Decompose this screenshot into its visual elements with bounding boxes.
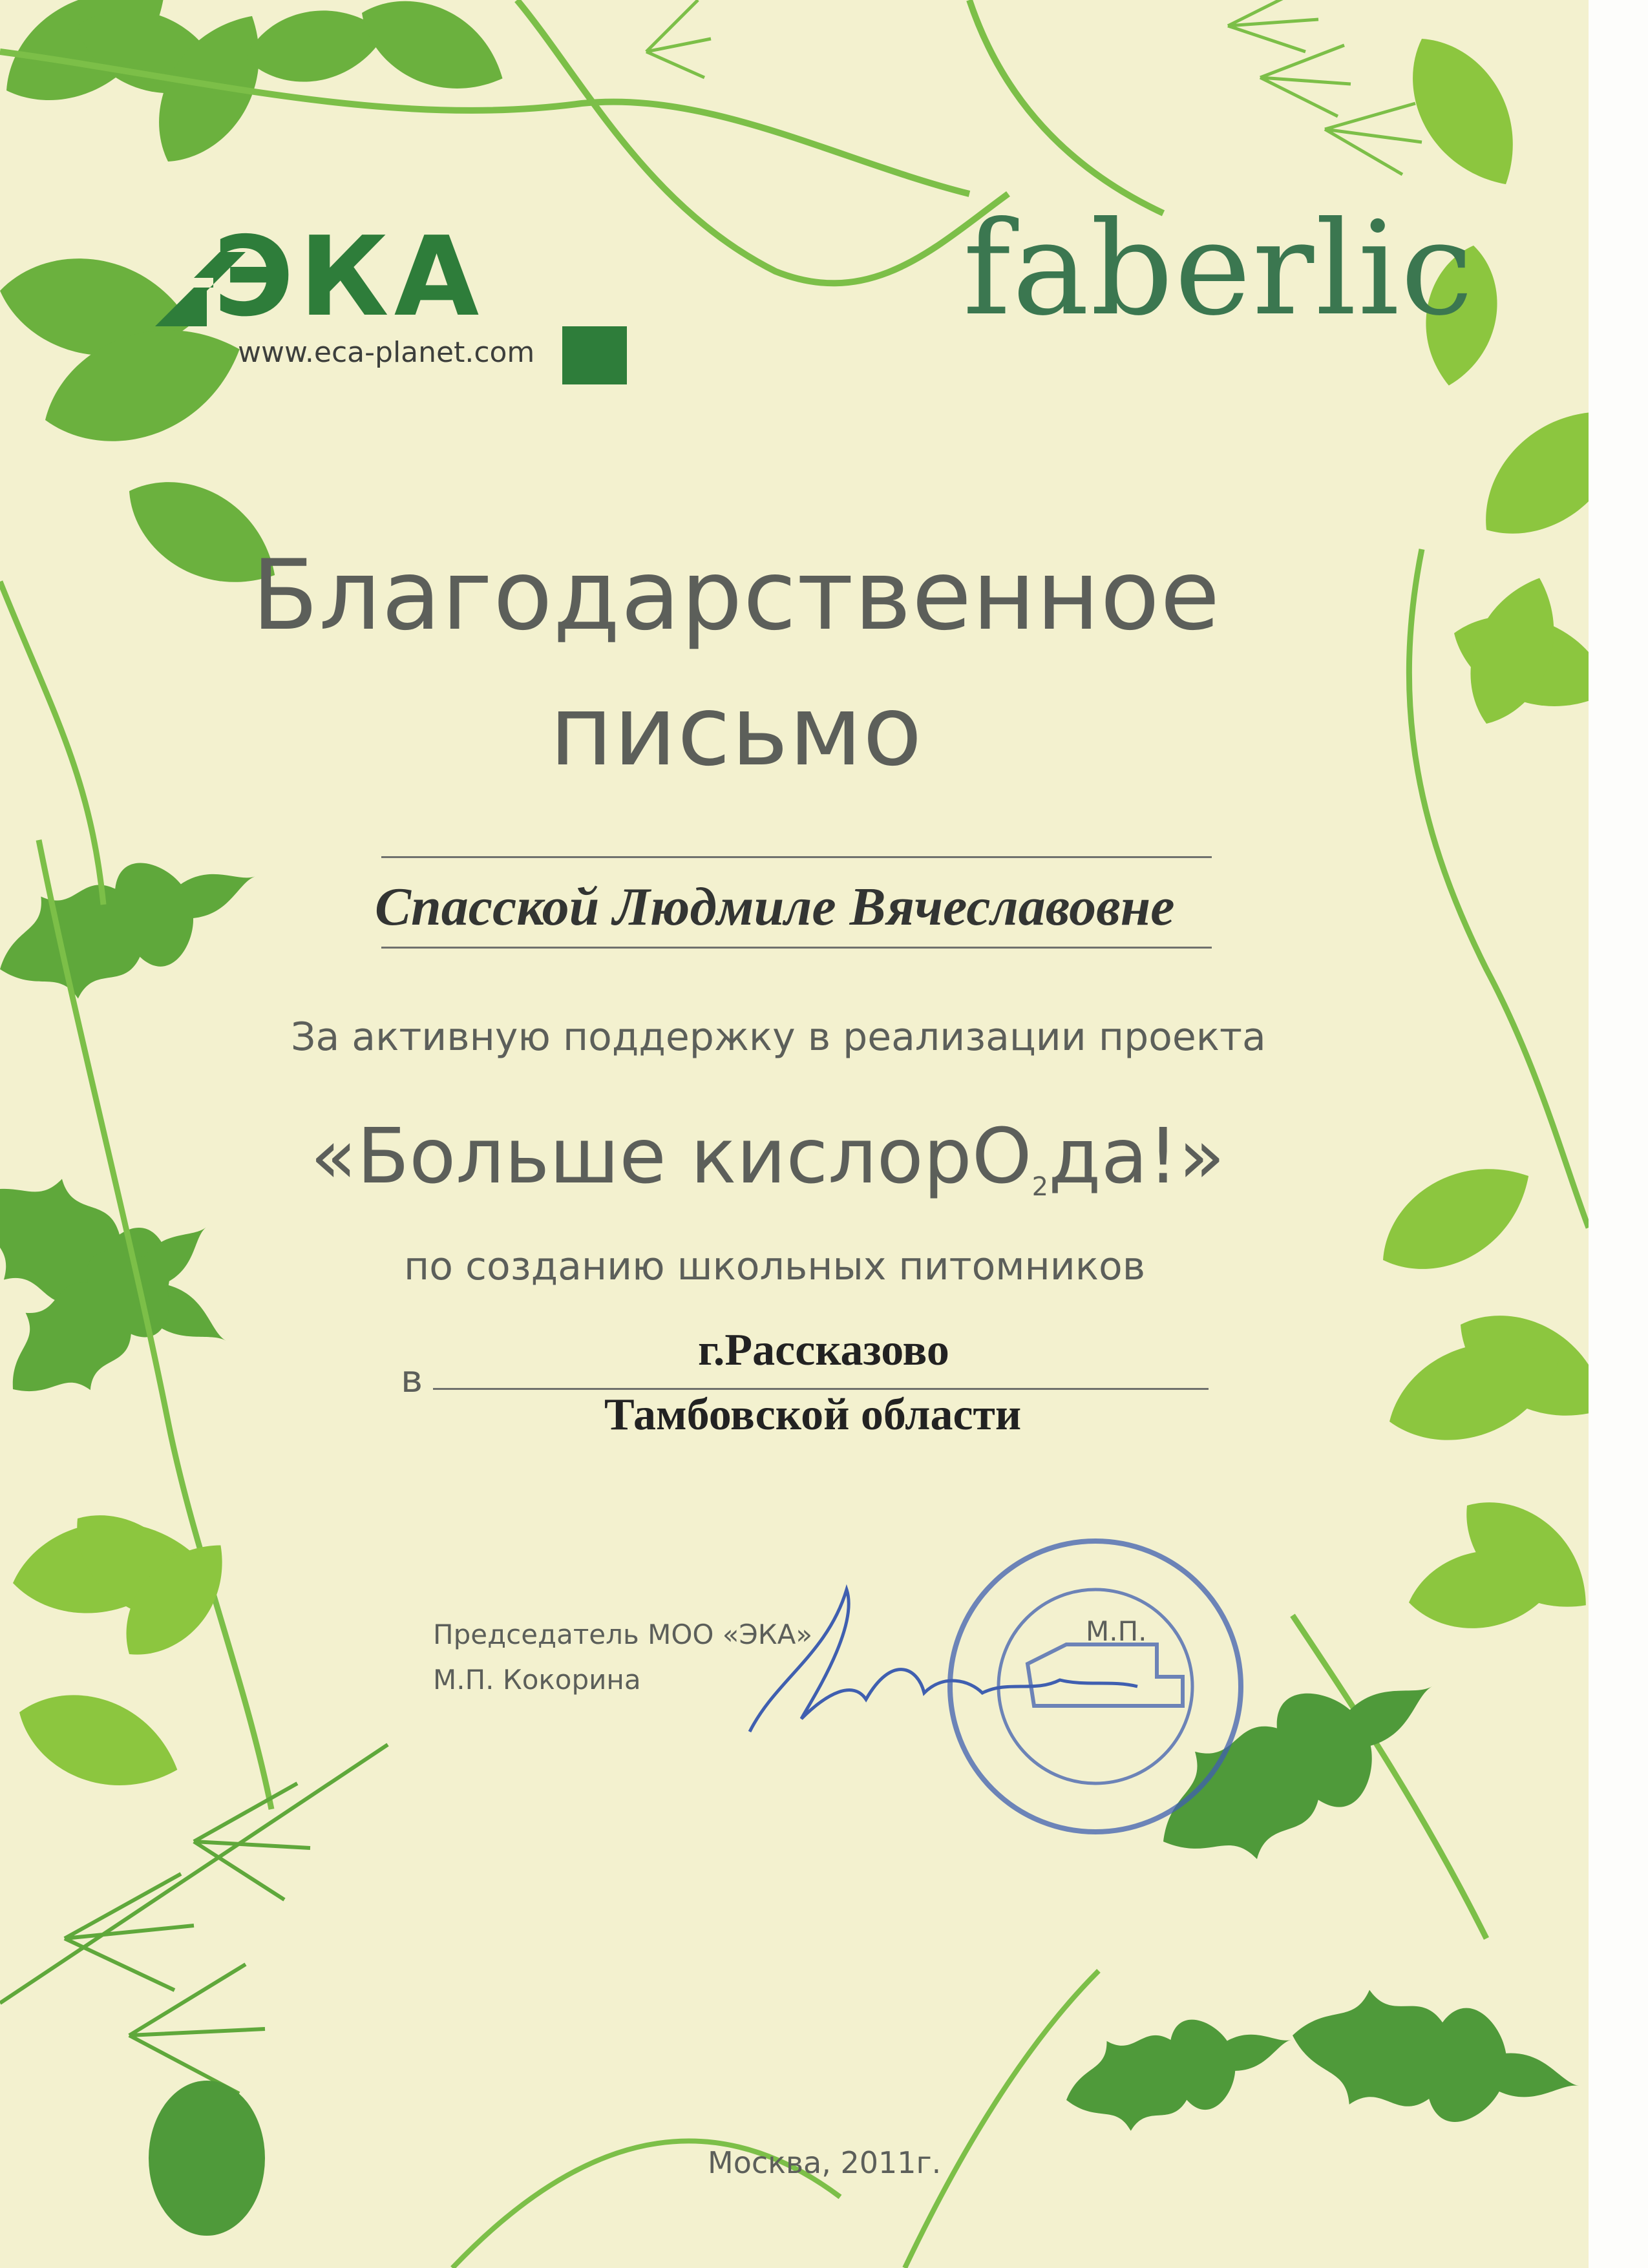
signatory-name: М.П. Кокорина (433, 1664, 641, 1696)
eka-website-link[interactable]: www.eca-planet.com (238, 336, 535, 369)
place-and-date: Москва, 2011г. (708, 2145, 942, 2180)
location-city: г.Рассказово (698, 1325, 949, 1375)
left-oak-leaves (0, 825, 273, 1427)
eka-logo-text: ЭКА (213, 213, 485, 341)
scan-margin (1589, 0, 1648, 2268)
letter-title-line1: Благодарственное (251, 540, 1221, 652)
faberlic-logo: faberlic (963, 194, 1475, 344)
bottom-left-pine (0, 1745, 388, 2094)
signatory-position: Председатель МОО «ЭКА» (433, 1619, 813, 1650)
bottom-branches (452, 1971, 1099, 2268)
recipient-bottom-line (381, 947, 1212, 949)
project-name-subscript: 2 (1031, 1172, 1049, 1202)
top-pine-needles (646, 0, 1422, 174)
location-prefix: в (401, 1357, 423, 1401)
letter-title-line2: письмо (549, 675, 923, 788)
project-name-part1: «Больше кислор (310, 1111, 972, 1201)
seal-mark-label: М.П. (1086, 1615, 1147, 1647)
bottom-right-oak-leaves (1054, 1633, 1589, 2145)
right-leaves (1362, 1140, 1589, 1640)
recipient-name: Спасской Людмиле Вячеславовне (375, 877, 1175, 937)
pine-cone-icon (149, 2081, 265, 2236)
project-name-o: O (971, 1111, 1032, 1201)
reason-text: За активную поддержку в реализации проекта (291, 1014, 1266, 1060)
organization-seal (950, 1541, 1241, 1832)
left-lower-leaves (5, 1489, 247, 1808)
recipient-top-line (381, 856, 1212, 858)
project-name (310, 1111, 1225, 1202)
activity-text: по созданию школьных питомников (404, 1244, 1146, 1289)
handwritten-signature (750, 1590, 1137, 1732)
location-region: Тамбовской области (604, 1390, 1022, 1440)
project-name-part2: да!» (1048, 1111, 1225, 1201)
